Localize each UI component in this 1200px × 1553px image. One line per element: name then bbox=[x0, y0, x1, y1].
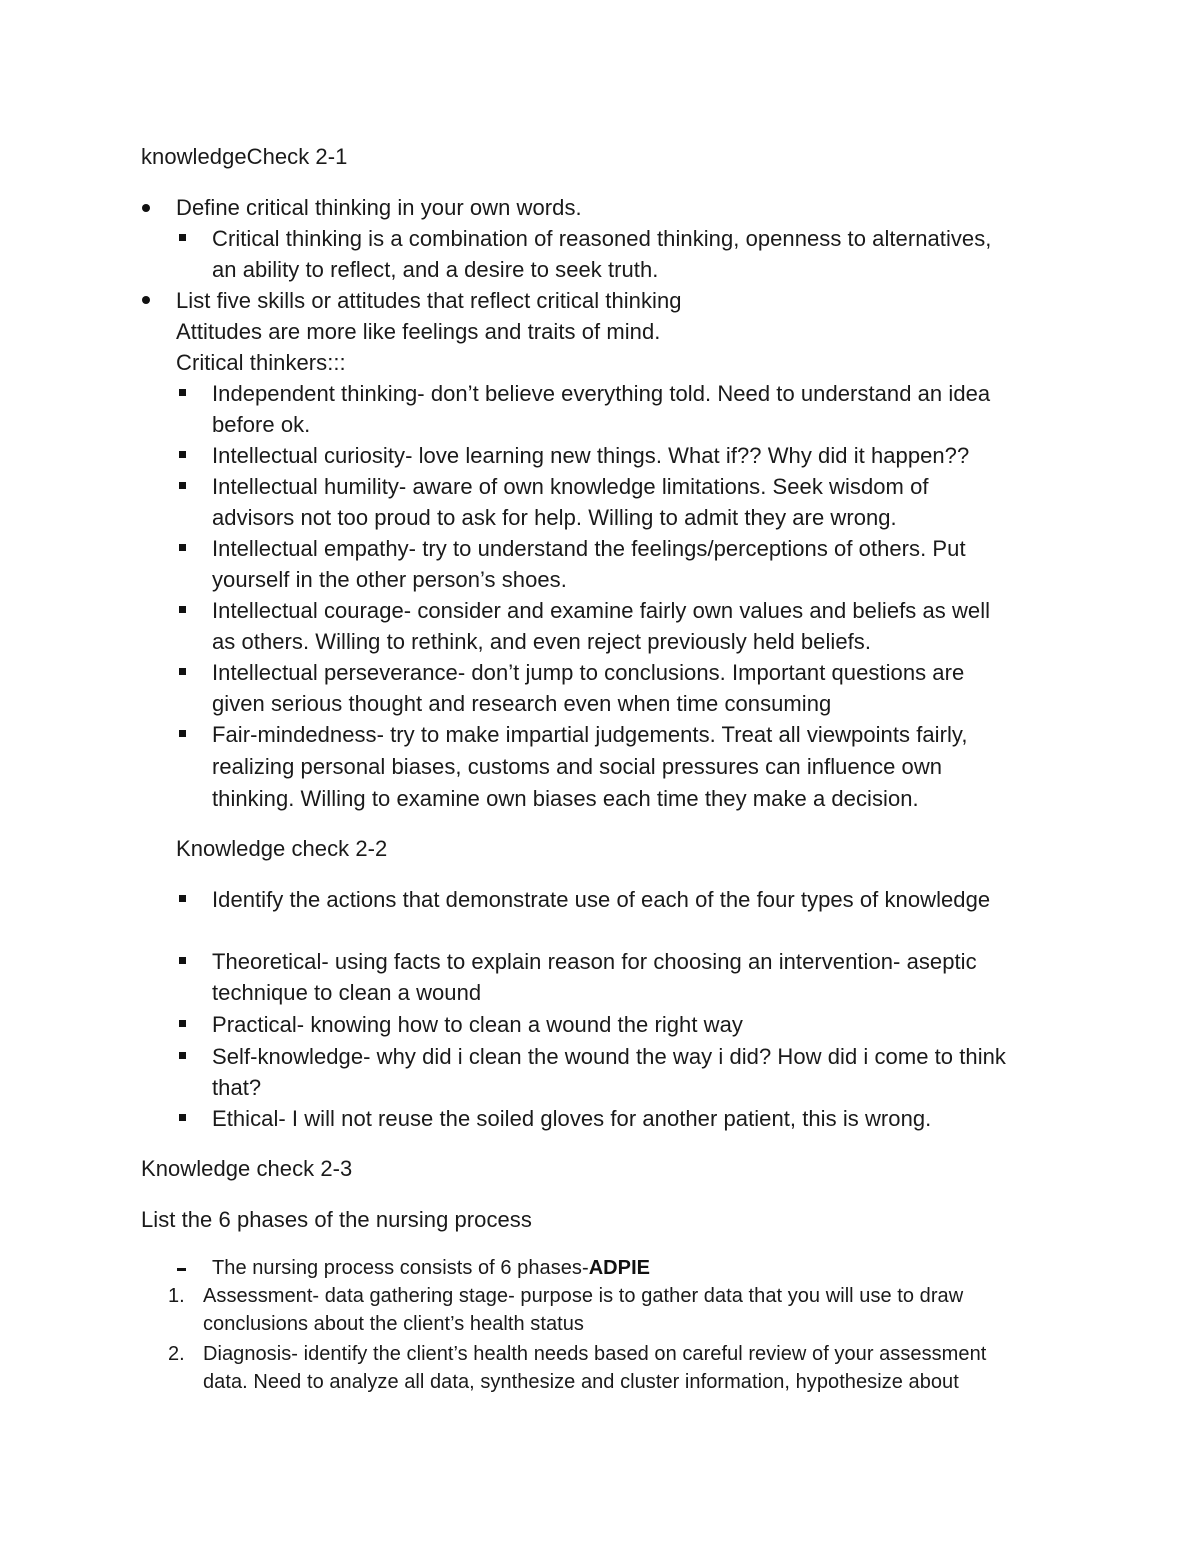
kc1-answer-1-line2: an ability to reflect, and a desire to seek truth. bbox=[212, 257, 659, 282]
bullet-square bbox=[179, 1020, 186, 1027]
kc2-question: Identify the actions that demonstrate use of each of the four types of knowledge bbox=[212, 887, 991, 912]
phase-1-line2: conclusions about the client’s health status bbox=[203, 1313, 584, 1335]
bullet-square bbox=[179, 544, 186, 551]
bullet-square bbox=[179, 1052, 186, 1059]
phase-1-line1: Assessment- data gathering stage- purpose is to gather data that you will use to draw bbox=[203, 1285, 964, 1307]
bullet-dot bbox=[142, 204, 150, 212]
kc1-item-2-line1: Intellectual curiosity- love learning new things. What if?? Why did it happen?? bbox=[212, 443, 970, 468]
kc1-item-6-line1: Intellectual perseverance- don’t jump to conclusions. Important questions are bbox=[212, 660, 965, 685]
bullet-square bbox=[179, 957, 186, 964]
phase-1-number: 1. bbox=[168, 1285, 185, 1307]
kc1-question-2-note1: Attitudes are more like feelings and traits of mind. bbox=[176, 319, 661, 344]
bullet-square bbox=[179, 482, 186, 489]
kc2-item-2-line1: Practical- knowing how to clean a wound the right way bbox=[212, 1012, 743, 1037]
kc1-item-4-line1: Intellectual empathy- try to understand the feelings/perceptions of others. Put bbox=[212, 536, 966, 561]
kc1-question-2: List five skills or attitudes that reflect critical thinking bbox=[176, 288, 682, 313]
kc1-question-1: Define critical thinking in your own words. bbox=[176, 195, 582, 220]
kc1-item-1-line1: Independent thinking- don’t believe everything told. Need to understand an idea bbox=[212, 381, 991, 406]
kc1-item-1-line2: before ok. bbox=[212, 412, 311, 437]
kc1-title: knowledgeCheck 2-1 bbox=[141, 144, 348, 169]
kc1-answer-1-line1: Critical thinking is a combination of reasoned thinking, openness to alternatives, bbox=[212, 226, 992, 251]
phase-2-line1: Diagnosis- identify the client’s health needs based on careful review of your assessment bbox=[203, 1343, 987, 1365]
kc1-item-7-line1: Fair-mindedness- try to make impartial judgements. Treat all viewpoints fairly, bbox=[212, 722, 968, 747]
kc3-question: List the 6 phases of the nursing process bbox=[141, 1207, 532, 1232]
kc2-item-1-line1: Theoretical- using facts to explain reason for choosing an intervention- aseptic bbox=[212, 949, 977, 974]
kc3-title: Knowledge check 2-3 bbox=[141, 1156, 353, 1181]
bullet-square bbox=[179, 389, 186, 396]
bullet-square bbox=[179, 730, 186, 737]
kc3-intro-text: The nursing process consists of 6 phases- bbox=[212, 1257, 589, 1279]
bullet-dash bbox=[177, 1268, 186, 1271]
kc2-title: Knowledge check 2-2 bbox=[176, 836, 388, 861]
kc2-item-4-line1: Ethical- I will not reuse the soiled gloves for another patient, this is wrong. bbox=[212, 1106, 932, 1131]
kc3-intro bbox=[212, 1254, 650, 1282]
bullet-square bbox=[179, 668, 186, 675]
kc1-question-2-note2: Critical thinkers::: bbox=[176, 350, 346, 375]
kc1-item-3-line1: Intellectual humility- aware of own knowledge limitations. Seek wisdom of bbox=[212, 474, 929, 499]
phase-2-number: 2. bbox=[168, 1343, 185, 1365]
bullet-square bbox=[179, 606, 186, 613]
phase-2-line2: data. Need to analyze all data, synthesize and cluster information, hypothesize about bbox=[203, 1371, 959, 1393]
bullet-square bbox=[179, 234, 186, 241]
kc1-item-5-line1: Intellectual courage- consider and examine fairly own values and beliefs as well bbox=[212, 598, 991, 623]
kc1-item-6-line2: given serious thought and research even when time consuming bbox=[212, 691, 832, 716]
kc1-item-3-line2: advisors not too proud to ask for help. Willing to admit they are wrong. bbox=[212, 505, 897, 530]
kc2-item-1-line2: technique to clean a wound bbox=[212, 980, 482, 1005]
bullet-square bbox=[179, 451, 186, 458]
bullet-square bbox=[179, 1114, 186, 1121]
kc2-item-3-line2: that? bbox=[212, 1075, 262, 1100]
kc1-item-5-line2: as others. Willing to rethink, and even reject previously held beliefs. bbox=[212, 629, 871, 654]
kc1-item-4-line2: yourself in the other person’s shoes. bbox=[212, 567, 567, 592]
bullet-square bbox=[179, 895, 186, 902]
kc2-item-3-line1: Self-knowledge- why did i clean the wound the way i did? How did i come to think bbox=[212, 1044, 1006, 1069]
kc3-intro-acronym: ADPIE bbox=[588, 1257, 651, 1279]
bullet-dot bbox=[142, 296, 150, 304]
kc1-item-7-line3: thinking. Willing to examine own biases each time they make a decision. bbox=[212, 786, 919, 811]
kc1-item-7-line2: realizing personal biases, customs and social pressures can influence own bbox=[212, 754, 943, 779]
